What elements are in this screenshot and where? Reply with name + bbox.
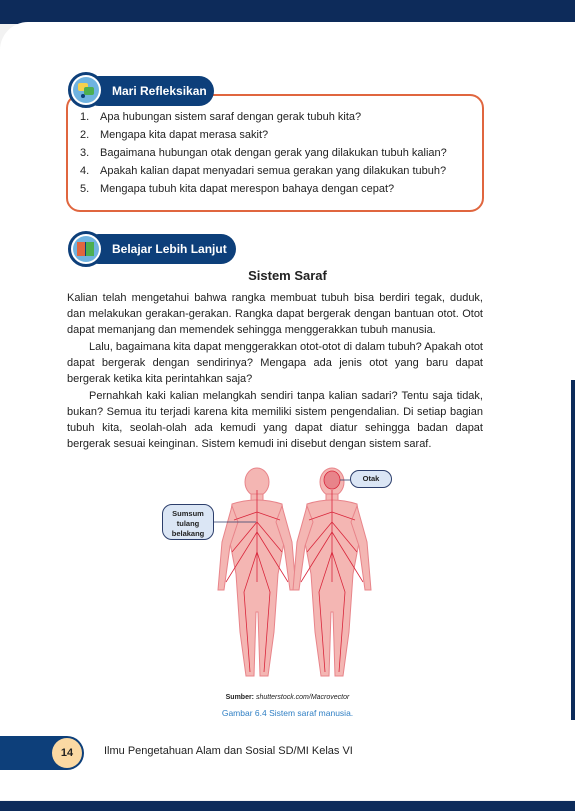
right-edge-band <box>571 380 575 720</box>
nervous-system-figure <box>160 462 410 684</box>
list-item: 1. Apa hubungan sistem saraf dengan gerak tubuh kita? <box>80 111 362 123</box>
spinal-cord-label: Sumsum tulang belakang <box>162 504 214 540</box>
reflection-heading: Mari Refleksikan <box>112 84 207 98</box>
list-item: 2. Mengapa kita dapat merasa sakit? <box>80 129 269 141</box>
bottom-band <box>0 801 575 811</box>
paragraph-3: Pernahkah kaki kalian melangkah sendiri tanpa kalian sadari? Tentu saja tidak, bukan? Semua itu terjadi karena kita memiliki sistem pengendalian. Di setiap bagian tubuh kita, seolah-olah ada kemudi yang dapat diatur sehingga badan dapat bergerak sesuai keinginan. Sistem kemudi ini disebut dengan sistem saraf. <box>67 390 483 450</box>
top-band <box>0 0 575 24</box>
figure-source: Sumber: shutterstock.com/Macrovector <box>225 694 350 701</box>
list-item: 3. Bagaimana hubungan otak dengan gerak yang dilakukan tubuh kalian? <box>80 147 447 159</box>
figure-caption: Gambar 6.4 Sistem saraf manusia. <box>221 708 354 718</box>
further-learning-pill <box>84 234 236 264</box>
list-item: 5. Mengapa tubuh kita dapat merespon bahaya dengan cepat? <box>80 183 395 195</box>
paragraph-2: Lalu, bagaimana kita dapat menggerakkan otot-otot di dalam tubuh? Apakah otot dapat bergerak dengan sendirinya? Mengapa ada jenis otot yang baru dapat bergerak ketika kita perintahkan saja? <box>67 341 483 385</box>
list-item: 4. Apakah kalian dapat menyadari semua gerakan yang dilakukan tubuh? <box>80 165 447 177</box>
paragraph-1: Kalian telah mengetahui bahwa rangka membuat tubuh bisa berdiri tegak, duduk, dan melakukan gerakan-gerakan. Rangka dapat bergerak dengan bantuan otot. Otot dapat memanjang dan memendek sehingga menggerakkan tubuh manusia. <box>67 292 483 336</box>
brain-label: Otak <box>350 470 392 488</box>
chat-bubbles-icon <box>68 72 104 108</box>
book-icon <box>68 231 104 267</box>
question-list <box>80 108 447 198</box>
book-title: Ilmu Pengetahuan Alam dan Sosial SD/MI Kelas VI <box>104 745 353 757</box>
page-number: 14 <box>52 738 82 768</box>
further-learning-heading: Belajar Lebih Lanjut <box>112 242 227 256</box>
section-title: Sistem Saraf <box>248 268 327 283</box>
